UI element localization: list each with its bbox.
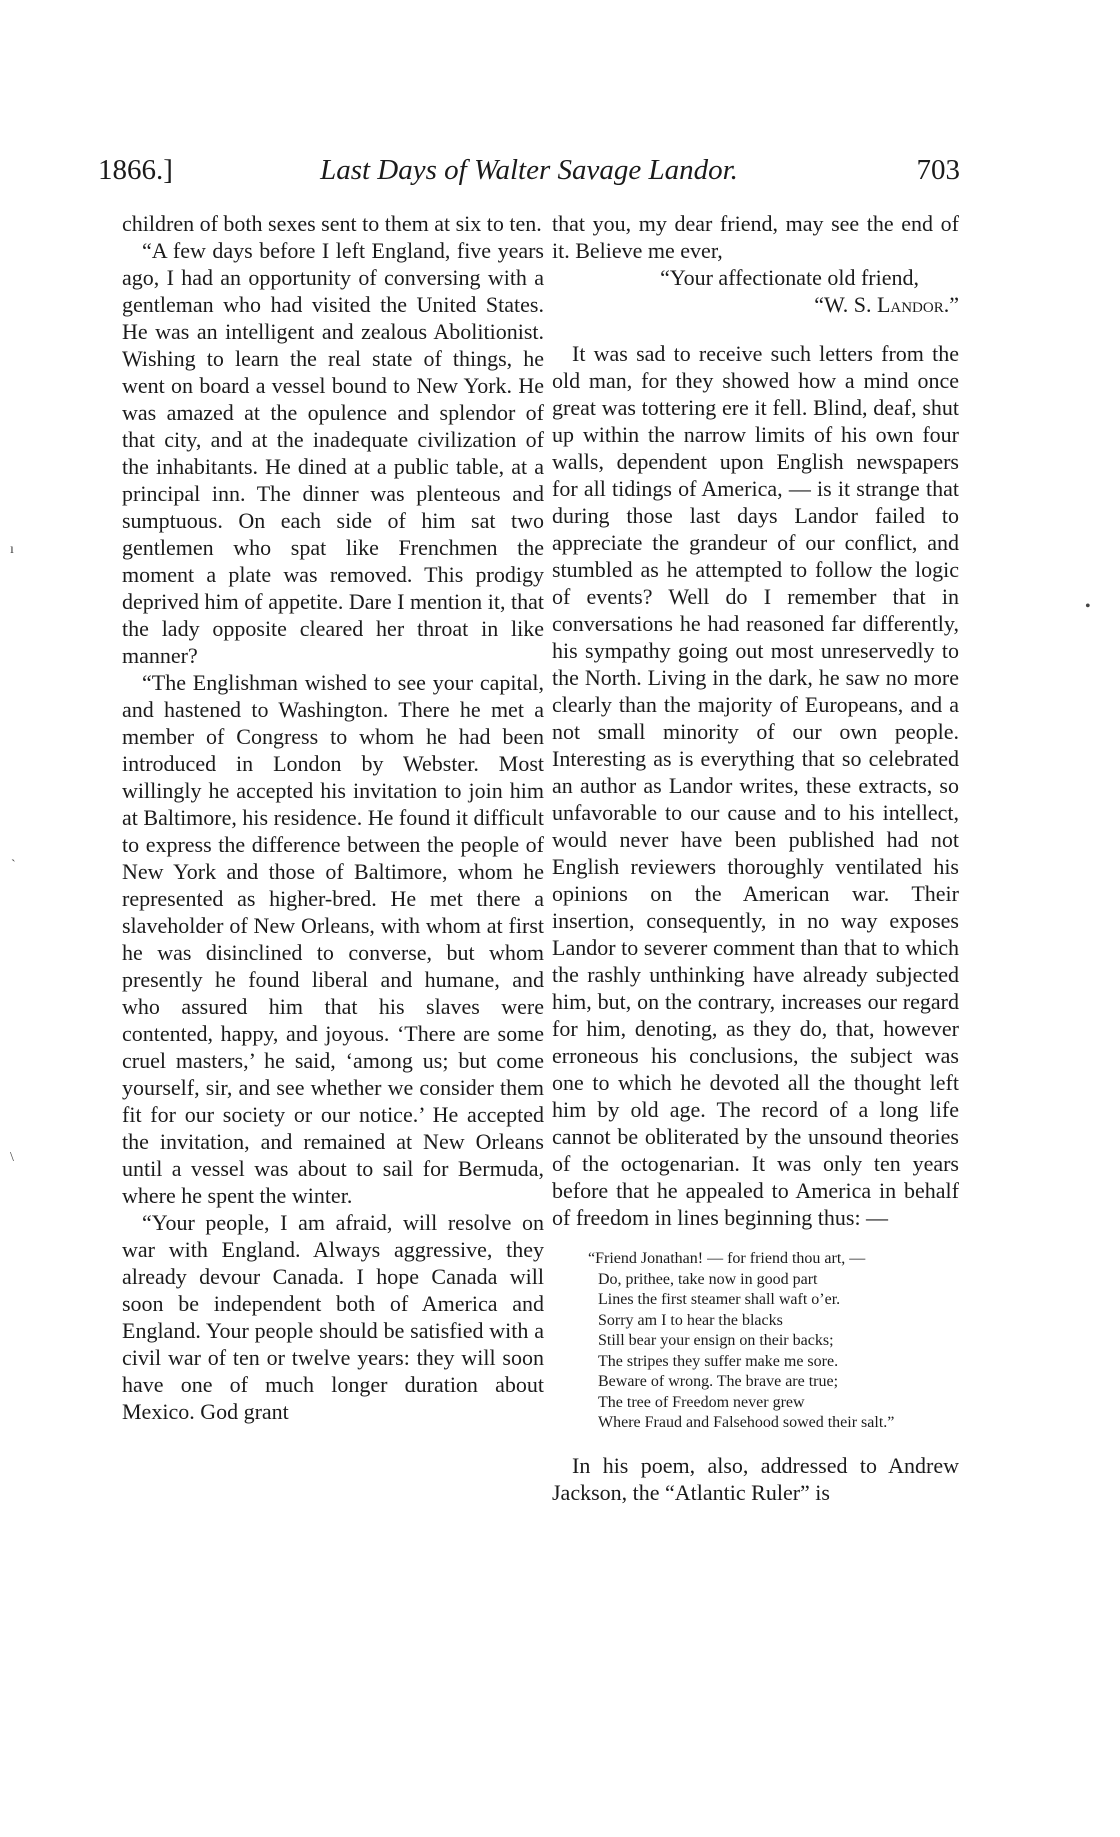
running-header — [98, 150, 960, 200]
speck-mark: \ — [10, 1150, 14, 1165]
paragraph: It was sad to receive such letters from the old man, for they showed how a mind once great was tottering ere it fell. Blind, deaf, shut up within the narrow limits of his own four walls, dependent upon English newspapers for all tidings of America, — is it strange that during those last days Landor failed to appreciate the grandeur of our conflict, and stumbled as he attempted to follow the logic of events? Well do I remember that in conversations he had reasoned far differently, his sympathy going out most unreservedly to the North. Living in the dark, he saw no more clearly than the majority of Europeans, and a not small minority of our own people. Interesting as is everything that so celebrated an author as Landor writes, these extracts, so unfavorable to our cause and to his intellect, would never have been published had not English reviewers thoroughly ventilated his opinions on the American war. Their insertion, consequently, in no way exposes Landor to severer comment than that to which the rashly unthinking have already subjected him, but, on the contrary, increases our regard for him, denoting, as they do, that, however erroneous his conclusions, the subject was one to which he devoted all the thought left him by old age. The record of a long life cannot be obliterated by the unsound theories of the octogenarian. It was only ten years before that he appealed to America in behalf of freedom in lines beginning thus: — — [552, 341, 959, 1230]
left-column — [122, 210, 544, 1425]
poem-line: “Friend Jonathan! — for friend thou art, — — [588, 1250, 866, 1267]
poem-line: Still bear your ensign on their backs; — [598, 1332, 834, 1349]
right-column — [552, 210, 959, 1506]
speck-mark: ı — [10, 542, 14, 557]
paragraph: children of both sexes sent to them at six to ten. — [122, 211, 542, 236]
poem-line: The tree of Freedom never grew — [598, 1393, 805, 1411]
speck-mark: • — [1085, 598, 1091, 615]
poem-excerpt — [588, 1249, 959, 1434]
paragraph: “Your people, I am afraid, will resolve on war with England. Always aggressive, they already devour Canada. I hope Canada will soon be independent both of America and England. Your people should be satisfied with a civil war of ten or twelve years: they will soon have one of much longer duration about Mexico. God grant — [122, 1210, 544, 1424]
poem-line: Where Fraud and Falsehood sowed their salt.” — [598, 1414, 895, 1431]
letter-closing: “Your affectionate old friend, — [660, 265, 919, 290]
page-number: 703 — [916, 154, 960, 186]
poem-line: Lines the first steamer shall waft o’er. — [598, 1291, 841, 1308]
header-year: 1866.] — [98, 154, 173, 186]
paragraph: “A few days before I left England, five years ago, I had an opportunity of conversing with a gentleman who had visited the United States. He was an intelligent and zealous Abolitionist. Wishing to learn the real state of things, he went on board a vessel bound to New York. He was amazed at the opulence and splendor of that city, and at the inadequate civilization of the inhabitants. He dined at a public table, at a principal inn. The dinner was plenteous and sumptuous. On each side of him sat two gentlemen who spat like Frenchmen the moment a plate was removed. This prodigy deprived him of appetite. Dare I mention it, that the lady opposite cleared her throat in like manner? — [122, 238, 544, 668]
poem-line: Sorry am I to hear the blacks — [598, 1311, 783, 1329]
paragraph: “The Englishman wished to see your capital, and hastened to Washington. There he met a member of Congress to whom he had been introduced in London by Webster. Most willingly he accepted his invitation to join him at Baltimore, his residence. He found it difficult to express the difference between the people of New York and those of Baltimore, whom he represented as higher-bred. He met there a slaveholder of New Orleans, with whom at first he was disinclined to converse, but whom presently he found liberal and humane, and who assured him that his slaves were contented, happy, and joyous. ‘There are some cruel masters,’ he said, ‘among us; but come yourself, sir, and see whether we consider them fit for our society or our notice.’ He accepted the invitation, and remained at New Orleans until a vessel was about to sail for Bermuda, where he spent the winter. — [122, 670, 544, 1208]
speck-mark: ` — [11, 858, 16, 873]
paragraph: that you, my dear friend, may see the end of it. Believe me ever, — [552, 211, 959, 263]
poem-line: Beware of wrong. The brave are true; — [598, 1373, 839, 1390]
paragraph: In his poem, also, addressed to Andrew Jackson, the “Atlantic Ruler” is — [552, 1452, 959, 1505]
header-title: Last Days of Walter Savage Landor. — [320, 154, 738, 186]
poem-line: Do, prithee, take now in good part — [598, 1270, 818, 1288]
poem-line: The stripes they suffer make me sore. — [598, 1352, 839, 1370]
letter-signature: “W. S. Landor.” — [814, 292, 959, 317]
